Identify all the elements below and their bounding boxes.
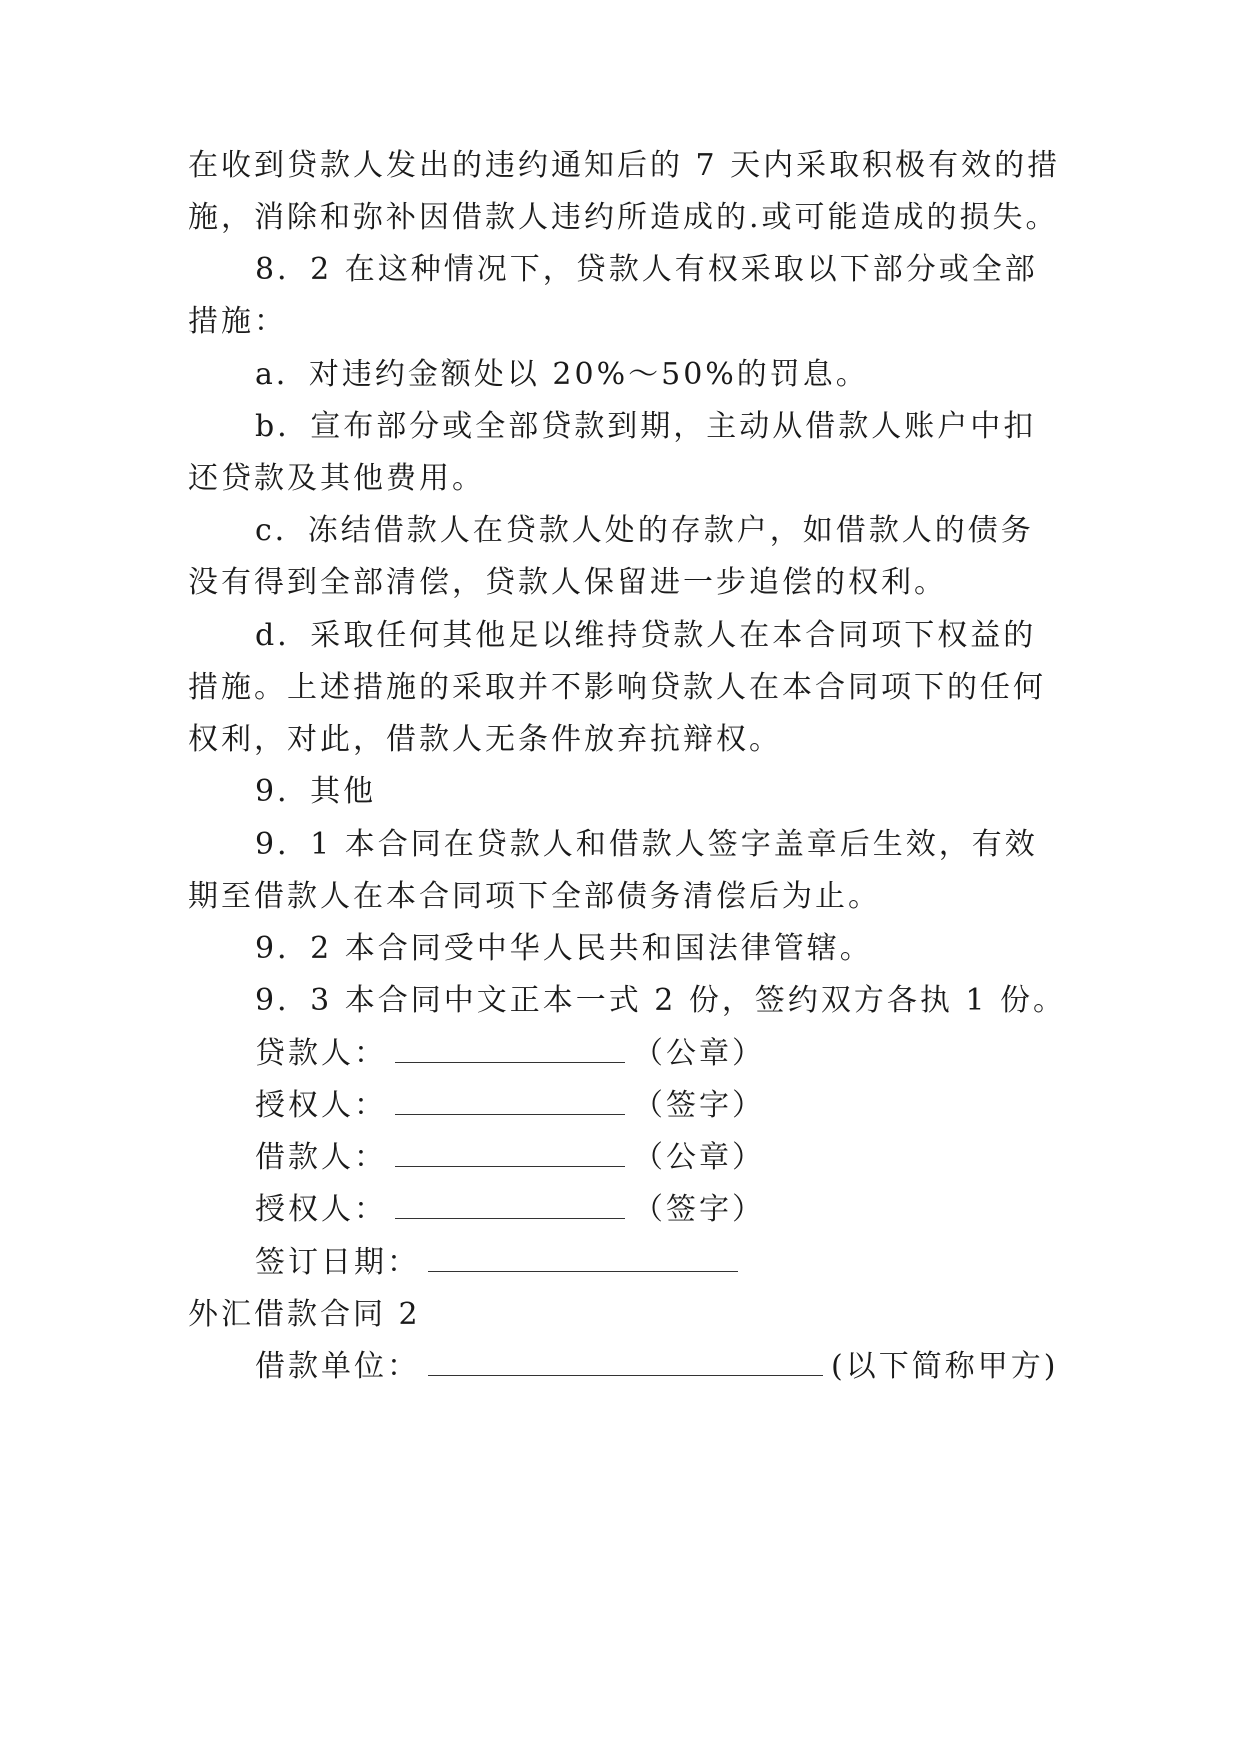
signature-line-lender bbox=[255, 1034, 765, 1074]
borrower-unit-suffix: (以下简称甲方) bbox=[831, 1349, 1059, 1384]
text-line: 措施： bbox=[188, 304, 287, 339]
text-line: 9．3 本合同中文正本一式 2 份，签约双方各执 1 份。 bbox=[255, 983, 1067, 1018]
signature-label: 贷款人： bbox=[255, 1036, 387, 1071]
text-line: c．冻结借款人在贷款人处的存款户，如借款人的债务 bbox=[255, 513, 1034, 548]
second-contract-title: 外汇借款合同 2 bbox=[188, 1297, 421, 1332]
signature-label: 授权人： bbox=[255, 1088, 387, 1123]
signing-date-blank[interactable] bbox=[428, 1245, 738, 1272]
signature-blank[interactable] bbox=[395, 1140, 625, 1167]
signature-line-borrower-authorizer bbox=[255, 1190, 765, 1230]
borrower-unit-label: 借款单位： bbox=[255, 1349, 420, 1384]
signature-line-lender-authorizer bbox=[255, 1086, 765, 1126]
text-line: 在收到贷款人发出的违约通知后的 7 天内采取积极有效的措 bbox=[188, 148, 1061, 183]
signature-blank[interactable] bbox=[395, 1192, 625, 1219]
signing-date-line bbox=[255, 1243, 746, 1283]
borrower-unit-line bbox=[255, 1347, 1058, 1387]
text-line: 没有得到全部清偿，贷款人保留进一步追偿的权利。 bbox=[188, 565, 947, 600]
text-line: 9．1 本合同在贷款人和借款人签字盖章后生效，有效 bbox=[255, 827, 1038, 862]
text-line: a．对违约金额处以 20%～50%的罚息。 bbox=[255, 357, 869, 392]
text-line: 9．2 本合同受中华人民共和国法律管辖。 bbox=[255, 931, 873, 966]
text-line: 措施。上述措施的采取并不影响贷款人在本合同项下的任何 bbox=[188, 670, 1046, 705]
text-line: 9．其他 bbox=[255, 774, 377, 809]
signature-line-borrower bbox=[255, 1138, 765, 1178]
text-line: 还贷款及其他费用。 bbox=[188, 461, 485, 496]
signature-suffix: （签字） bbox=[633, 1088, 765, 1123]
signature-suffix: （公章） bbox=[633, 1140, 765, 1175]
text-line: 权利，对此，借款人无条件放弃抗辩权。 bbox=[188, 722, 782, 757]
borrower-unit-blank[interactable] bbox=[428, 1349, 823, 1376]
signature-label: 借款人： bbox=[255, 1140, 387, 1175]
signature-blank[interactable] bbox=[395, 1088, 625, 1115]
text-line: 期至借款人在本合同项下全部债务清偿后为止。 bbox=[188, 879, 881, 914]
signing-date-label: 签订日期： bbox=[255, 1245, 420, 1280]
text-line: b．宣布部分或全部贷款到期，主动从借款人账户中扣 bbox=[255, 409, 1037, 444]
signature-label: 授权人： bbox=[255, 1192, 387, 1227]
signature-blank[interactable] bbox=[395, 1036, 625, 1063]
signature-suffix: （签字） bbox=[633, 1192, 765, 1227]
text-line: 施，消除和弥补因借款人违约所造成的.或可能造成的损失。 bbox=[188, 200, 1059, 235]
text-line: 8．2 在这种情况下，贷款人有权采取以下部分或全部 bbox=[255, 252, 1038, 287]
signature-suffix: （公章） bbox=[633, 1036, 765, 1071]
text-line: d．采取任何其他足以维持贷款人在本合同项下权益的 bbox=[255, 618, 1037, 653]
